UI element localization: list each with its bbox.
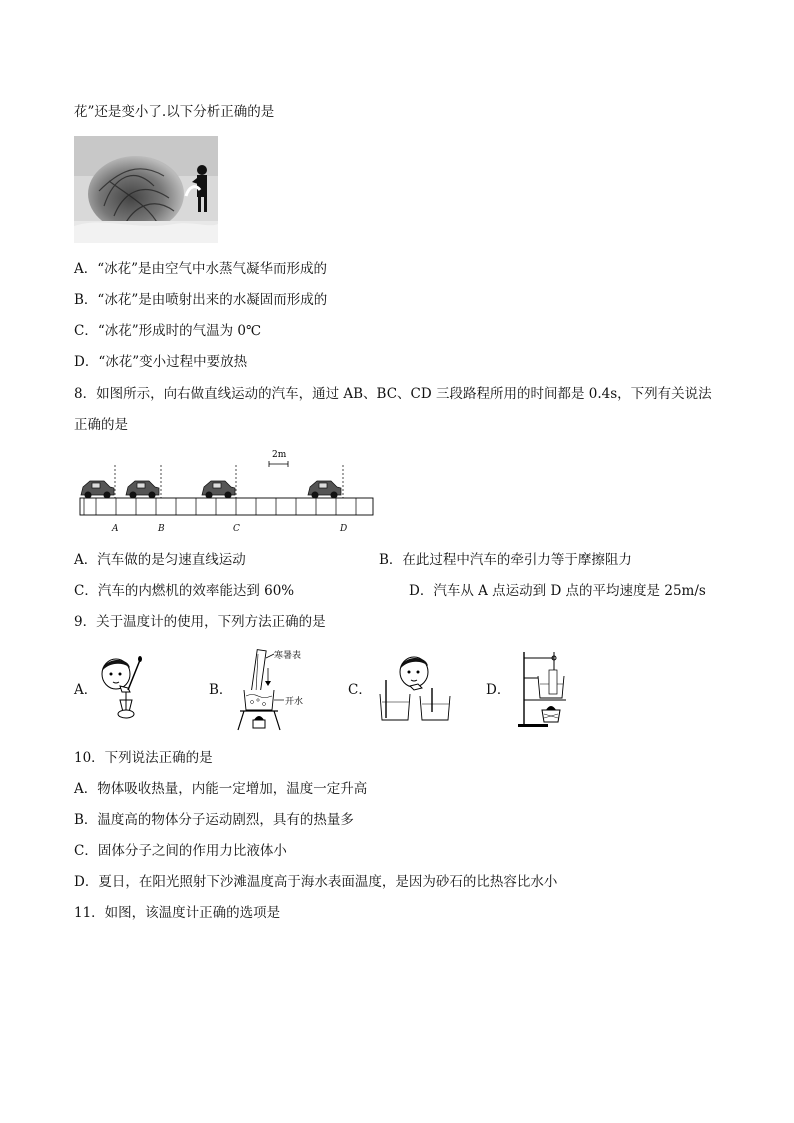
q9-figure-c bbox=[374, 652, 464, 724]
q9-figure-a bbox=[98, 652, 148, 724]
car-4 bbox=[308, 481, 341, 498]
q9-label-b: B． bbox=[209, 682, 233, 698]
q11-stem: 11．如图，该温度计正确的选项是 bbox=[74, 905, 281, 921]
q7-option-b: B．“冰花”是由喷射出来的水凝固而形成的 bbox=[74, 292, 328, 308]
car-2 bbox=[126, 481, 159, 498]
label-thermometer: 寒暑表 bbox=[274, 651, 302, 661]
q9-label-a: A． bbox=[74, 682, 98, 698]
q9-label-c: C． bbox=[348, 682, 372, 698]
point-b: B bbox=[158, 524, 165, 534]
q10-option-d: D．夏日，在阳光照射下沙滩温度高于海水表面温度，是因为砂石的比热容比水小 bbox=[74, 874, 558, 890]
point-d: D bbox=[340, 524, 348, 534]
q7-option-d: D．“冰花”变小过程中要放热 bbox=[74, 354, 248, 370]
car-1 bbox=[81, 481, 114, 498]
q10-option-c: C．固体分子之间的作用力比液体小 bbox=[74, 843, 287, 859]
q9-figure-b bbox=[232, 648, 332, 732]
point-c: C bbox=[233, 524, 240, 534]
q8-option-a: A．汽车做的是匀速直线运动 bbox=[74, 552, 246, 568]
q8-option-b: B．在此过程中汽车的牵引力等于摩擦阻力 bbox=[379, 552, 632, 568]
q9-stem: 9．关于温度计的使用，下列方法正确的是 bbox=[74, 614, 326, 630]
q10-stem: 10．下列说法正确的是 bbox=[74, 750, 213, 766]
q10-option-b: B．温度高的物体分子运动剧烈，具有的热量多 bbox=[74, 812, 354, 828]
ice-flower-photo bbox=[74, 136, 218, 243]
point-a: A bbox=[112, 524, 119, 534]
scale-label: 2m bbox=[272, 450, 287, 460]
q10-option-a: A．物体吸收热量，内能一定增加，温度一定升高 bbox=[74, 781, 368, 797]
q9-label-d: D． bbox=[486, 682, 511, 698]
q8-option-d: D．汽车从 A 点运动到 D 点的平均速度是 25m/s bbox=[409, 583, 706, 599]
q7-option-c: C．“冰花”形成时的气温为 0℃ bbox=[74, 323, 262, 339]
label-boiling-water: 开水 bbox=[285, 697, 304, 707]
car-motion-figure bbox=[76, 447, 376, 539]
q9-figure-d bbox=[514, 648, 574, 728]
car-3 bbox=[202, 481, 235, 498]
q7-stem-tail: 花”还是变小了.以下分析正确的是 bbox=[74, 104, 275, 120]
q8-stem-line1: 8．如图所示，向右做直线运动的汽车，通过 AB、BC、CD 三段路程所用的时间都是 0.4s，下列有关说法 bbox=[74, 386, 712, 402]
q7-option-a: A．“冰花”是由空气中水蒸气凝华而形成的 bbox=[74, 261, 328, 277]
q8-option-c: C．汽车的内燃机的效率能达到 60% bbox=[74, 583, 295, 599]
q8-stem-line2: 正确的是 bbox=[74, 417, 128, 433]
